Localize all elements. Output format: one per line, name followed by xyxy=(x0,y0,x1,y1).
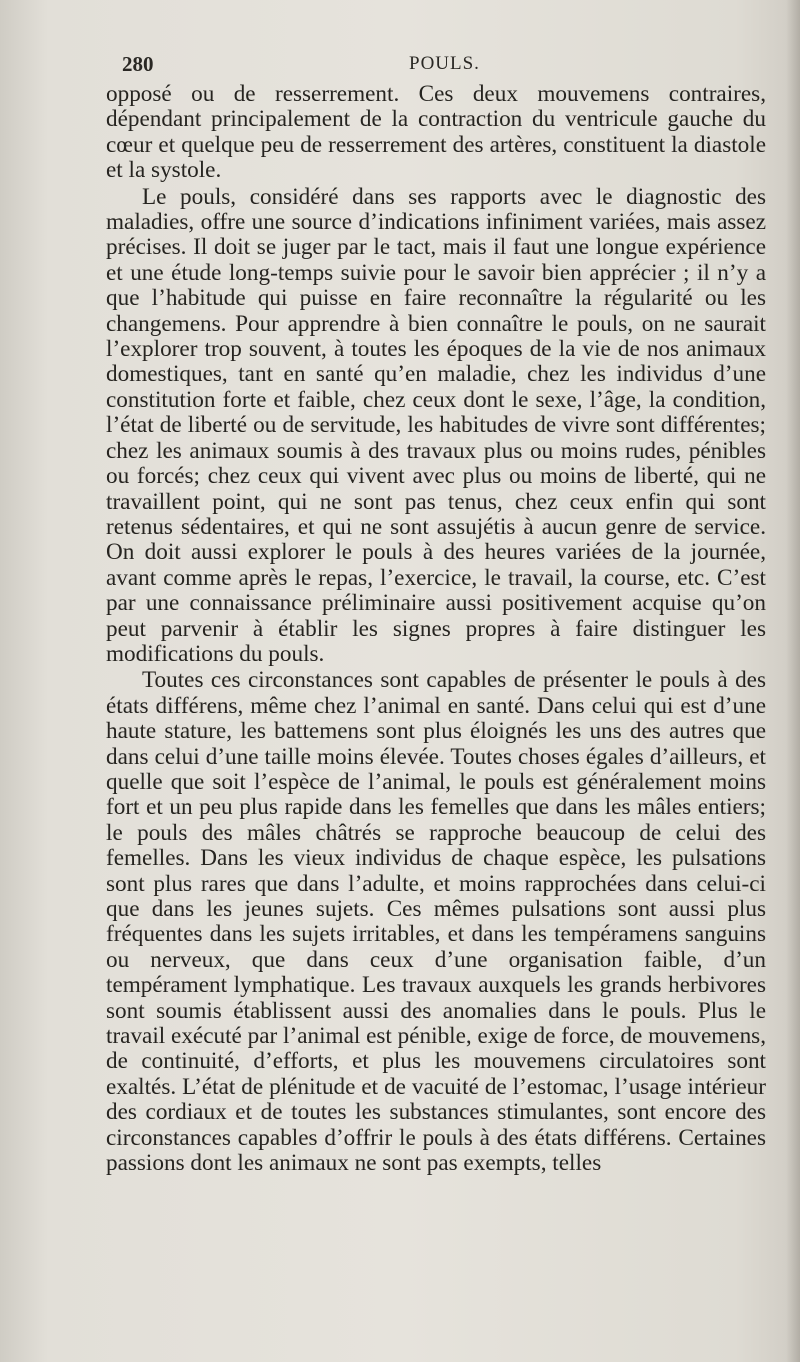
paragraph-continued: opposé ou de resserrement. Ces deux mouvemens contraires, dépendant principalement de la contraction du ventricule gauche du cœur et quelque peu de resserrement des artères, constituent la diastole et la systole. xyxy=(106,81,766,184)
page-edge-shadow xyxy=(786,0,800,1362)
page-header xyxy=(122,52,762,84)
paragraph-pulse-diagnostic: Le pouls, considéré dans ses rapports avec le diagnostic des maladies, offre une source d’indications infiniment variées, mais assez précises. Il doit se juger par le tact, mais il faut une longue expérience et une étude long-temps suivie pour le savoir bien apprécier ; il n’y a que l’habitude qui puisse en faire reconnaître la régularité ou les changemens. Pour apprendre à bien connaître le pouls, on ne saurait l’explorer trop souvent, à toutes les époques de la vie de nos animaux domestiques, tant en santé qu’en maladie, chez les individus d’une constitution forte et faible, chez ceux dont le sexe, l’âge, la condition, l’état de liberté ou de servitude, les habitudes de vivre sont différentes; chez les animaux soumis à des travaux plus ou moins rudes, pénibles ou forcés; chez ceux qui vivent avec plus ou moins de liberté, qui ne travaillent point, qui ne sont pas tenus, chez ceux enfin qui sont retenus sédentaires, et qui ne sont assujétis à aucun genre de service. On doit aussi explorer le pouls à des heures variées de la journée, avant comme après le repas, l’exercice, le travail, la course, etc. C’est par une connaissance préliminaire aussi positivement acquise qu’on peut parvenir à établir les signes propres à faire distinguer les modifications du pouls. xyxy=(106,183,766,667)
running-title: POULS. xyxy=(409,53,480,74)
page-number: 280 xyxy=(122,52,154,76)
paragraph-pulse-circumstances: Toutes ces circonstances sont capables de présenter le pouls à des états différens, même chez l’animal en santé. Dans celui qui est d’une haute stature, les battemens sont plus éloignés les uns des autres que dans celui d’une taille moins élevée. Toutes choses égales d’ailleurs, et quelle que soit l’espèce de l’animal, le pouls est généralement moins fort et un peu plus rapide dans les femelles que dans les mâles entiers; le pouls des mâles châtrés se rapproche beaucoup de celui des femelles. Dans les vieux individus de chaque espèce, les pulsations sont plus rares que dans l’adulte, et moins rapprochées dans celui-ci que dans les jeunes sujets. Ces mêmes pulsations sont aussi plus fréquentes dans les sujets irritables, et dans les tempéramens sanguins ou nerveux, que dans ceux d’une organisation faible, d’un tempérament lymphatique. Les travaux auxquels les grands herbivores sont soumis établissent aussi des anomalies dans le pouls. Plus le travail exécuté par l’animal est pénible, exige de force, de mouvemens, de continuité, d’efforts, et plus les mouvemens circulatoires sont exaltés. L’état de plénitude et de vacuité de l’estomac, l’usage intérieur des cordiaux et de toutes les substances stimulantes, sont encore des circonstances capables d’offrir le pouls à des états différens. Certaines passions dont les animaux ne sont pas exempts, telles xyxy=(106,667,766,1177)
body-text xyxy=(106,82,766,1176)
